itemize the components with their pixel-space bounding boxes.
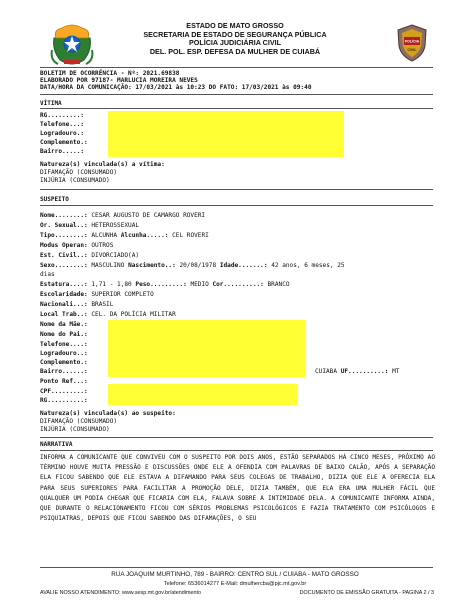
suspeito-bairro-label: Bairro......:	[40, 368, 88, 375]
suspeito-estatura-row: Estatura....: 1,71 - 1,80 Peso.........: MEDIO Cor..........: BRANCO	[40, 281, 290, 288]
divider	[40, 450, 433, 451]
report-dates: DATA/HORA DA COMUNICAÇÃO: 17/03/2021 às 10:23 DO FATO: 17/03/2021 às 09:40	[40, 84, 312, 91]
suspeito-ponto-label: Ponto Ref...:	[40, 378, 88, 385]
suspeito-cpf-label: CPF.........:	[40, 388, 88, 395]
footer-page-info: DOCUMENTO DE EMISSÃO GRATUITA - PAGINA 2 / 3	[299, 590, 434, 596]
divider	[40, 94, 433, 95]
report-number: BOLETIM DE OCORRÊNCIA - Nº: 2021.69838	[40, 70, 180, 77]
redaction-highlight	[108, 111, 344, 157]
redaction-highlight	[108, 320, 306, 377]
suspeito-civil-row: Est. Civil..: DIVORCIADO(A)	[40, 252, 140, 259]
report-author: ELABORADO POR 97187- MARLUCIA MOREIRA NEVES	[40, 77, 198, 84]
header-policia: POLÍCIA JUDICIÁRIA CIVIL	[188, 38, 282, 48]
divider	[40, 205, 433, 206]
vitima-complemento-label: Complemento.:	[40, 139, 88, 146]
suspeito-natureza-2: INJÚRIA (CONSUMADO)	[40, 426, 110, 433]
header-secretaria: SECRETARIA DE ESTADO DE SEGURANÇA PÚBLICA	[143, 29, 327, 39]
suspeito-sexual-row: Or. Sexual..: HETEROSSEXUAL	[40, 222, 140, 229]
suspeito-sexo-row: Sexo........: MASCULINO Nascimento..: 20/08/1978 Idade.......: 42 anos, 6 meses, 25	[40, 262, 345, 269]
divider	[40, 567, 433, 568]
suspeito-trab-row: Local Trab..: CEL. DA POLÍCIA MILITAR	[40, 311, 176, 318]
svg-text:POLÍCIA: POLÍCIA	[404, 39, 420, 44]
svg-text:CIVIL: CIVIL	[407, 48, 417, 52]
section-title-suspeito: SUSPEITO	[40, 196, 69, 203]
suspeito-escolaridade-row: Escolaridade: SUPERIOR COMPLETO	[40, 291, 154, 298]
redaction-highlight	[108, 384, 298, 405]
section-title-vitima: VÍTIMA	[40, 100, 62, 107]
vitima-bairro-label: Bairro.....:	[40, 148, 85, 155]
suspeito-nome-row: Nome........: CESAR AUGUSTO DE CAMARGO ROVERI	[40, 212, 206, 219]
footer-contact: Telefone: 6536014277 E-Mail: dmulhercba@pjc.mt.gov.br	[163, 581, 307, 587]
suspeito-complemento-label: Complemento.:	[40, 359, 88, 366]
vitima-logradouro-label: Logradouro.:	[40, 130, 85, 137]
suspeito-tipo-row: Tipo........: ALCUNHA Alcunha.....: CEL ROVERI	[40, 232, 209, 239]
divider	[40, 437, 433, 438]
footer-evaluation: AVALIE NOSSO ATENDIMENTO: www.sesp.mt.gov.br/atendimento	[40, 590, 201, 596]
police-badge	[396, 24, 428, 62]
header-delegacia: DEL. POL. ESP. DEFESA DA MULHER DE CUIABÁ	[149, 46, 321, 56]
suspeito-telefone-label: Telefone....:	[40, 341, 88, 348]
suspeito-cidade-uf: CUIABA UF..........: MT	[315, 368, 400, 375]
suspeito-natureza-1: DIFAMAÇÃO (CONSUMADO)	[40, 418, 118, 425]
vitima-natureza-2: INJÚRIA (CONSUMADO)	[40, 177, 110, 184]
footer-address: RUA JOAQUIM MURTINHO, 789 - BAIRRO: CENTRO SUL / CUIABA - MATO GROSSO	[111, 571, 359, 578]
vitima-natureza-label: Natureza(s) vinculada(s) a vítima:	[40, 161, 165, 168]
vitima-natureza-1: DIFAMAÇÃO (CONSUMADO)	[40, 169, 118, 176]
suspeito-rg-label: RG..........:	[40, 397, 88, 404]
suspeito-idade-cont: dias	[40, 271, 55, 278]
divider	[40, 67, 433, 68]
header-state: ESTADO DE MATO GROSSO	[186, 21, 284, 30]
vitima-rg-label: RG.........:	[40, 112, 85, 119]
suspeito-pai-label: Nome do Pai.:	[40, 331, 88, 338]
divider	[40, 108, 433, 109]
narrative-text: INFORMA A COMUNICANTE QUE CONVIVEU COM O SUSPEITO POR DOIS ANOS, ESTÃO SEPARADOS HÁ CINCO MESES, PRÓXIMO AO TÉRMINO HOUVE MUITA PRESSÃO E DISCUSSÕES ONDE ELE A OFENDIA COM PALAVRAS DE BAIXO CALÃO, APÓS A SEPARAÇÃO ELA FICOU SABENDO QUE ELE ESTAVA A DIFAMANDO PARA SEUS COLEGAS DE TRABALHO, DIZIA QUE ELE A OFERECIA ELA PARA SEUS SUPERIORES PARA FACILITAR A PROMOÇÃO DELE, DIZIA TAMBÉM, QUE ELA ERA UMA MULHER FÁCIL QUE QUALQUER UM PODIA CHEGAR QUE FICARIA COM ELA, FALAVA SOBRE A INTIMIDADE DELA. A COMUNICANTE INFORMA AINDA, QUE DURANTE O RELACIONAMENTO FICOU COM SÉRIOS PROBLEMAS PSICOLÓGICOS E FAZIA TRATAMENTO COM PSICÓLOGOS E PSIQUIATRAS, DEPOIS QUE FICOU SABENDO DAS DIFAMAÇÕES, O SEU	[40, 454, 435, 523]
section-title-narrativa: NARRATIVA	[40, 441, 73, 448]
suspeito-mae-label: Nome da Mãe.:	[40, 321, 88, 328]
suspeito-modus-row: Modus Operan: OUTROS	[40, 242, 114, 249]
vitima-telefone-label: Telefone...:	[40, 121, 85, 128]
suspeito-logradouro-label: Logradouro..:	[40, 350, 88, 357]
suspeito-natureza-label: Natureza(s) vinculada(s) ao suspeito:	[40, 410, 176, 417]
divider	[40, 189, 433, 190]
suspeito-nacional-row: Nacionali...: BRASIL	[40, 301, 114, 308]
